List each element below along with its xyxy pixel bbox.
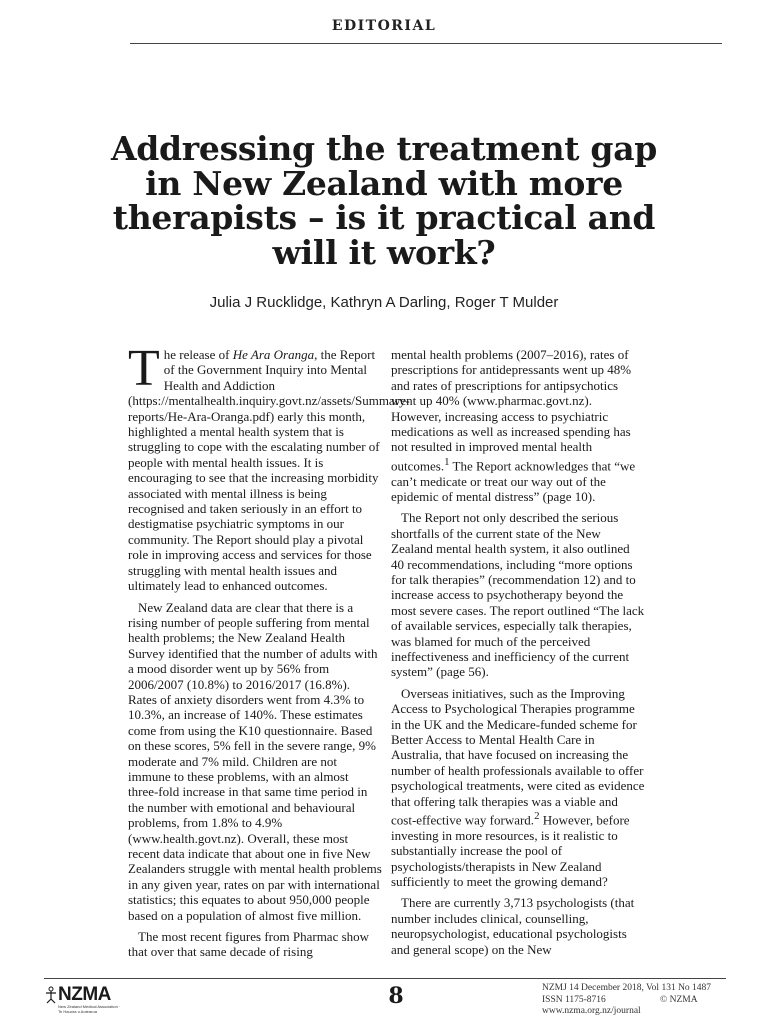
lead-text-start: he release of	[163, 347, 233, 362]
paragraph-prescriptions	[391, 347, 645, 504]
journal-url[interactable]: www.nzma.org.nz/journal	[542, 1006, 641, 1016]
footer-rule	[44, 978, 726, 979]
paragraph-psychologists: There are currently 3,713 psychologists (that number includes clinical, counselling, neuropsychologist, educational psychologists and general scope) on the New	[391, 895, 635, 957]
prescriptions-text-rest: The Report acknowledges that “we can’t medicate or treat our way out of the epidemic of mental distress” (page 10).	[391, 458, 636, 504]
drop-cap: T	[128, 340, 160, 397]
page-number: 8	[388, 983, 404, 1009]
copyright: © NZMA	[660, 994, 698, 1005]
paragraph-report: The Report not only described the serious shortfalls of the current state of the New Zealand mental health system, it also outlined 40 recommendations, including “more options for talk therapies” (recommendation 12) and to increase access to psychotherapy beyond the most severe cases. The report outlined “The lack of available services, especially talk therapies, was blamed for much of the perceived ineffectiveness and inefficiency of the current system” (page 56).	[391, 510, 645, 680]
column-right	[391, 347, 645, 963]
overseas-text-rest: However, before investing in more resources, is it realistic to substantially increase the pool of psychologists/therapists in New Zealand sufficiently to meet the growing demand?	[391, 812, 630, 890]
section-label: EDITORIAL	[331, 18, 437, 34]
journal-info	[542, 983, 732, 1018]
footnote-ref-2[interactable]: 2	[534, 810, 540, 823]
overseas-text: Overseas initiatives, such as the Improving Access to Psychological Therapies programme in the UK and the Medicare-funded scheme for Better Access to Mental Health Care in Australia, that have focused on increasing the number of health professionals available to offer psychological treatments, were cited as evidence that offering talk therapies was a viable and cost-effective way forward.	[391, 685, 645, 828]
header-rule	[130, 43, 722, 44]
journal-issue: NZMJ 14 December 2018, Vol 131 No 1487	[542, 983, 712, 993]
article-authors: Julia J Rucklidge, Kathryn A Darling, Roger T Mulder	[209, 294, 559, 311]
paragraph-nz-data: New Zealand data are clear that there is a rising number of people suffering from mental health problems; the New Zealand Health Survey identified that the number of adults with a mood disorder went up by 56% from 2006/2007 (10.8%) to 2016/2017 (16.8%). Rates of anxiety disorders went from 4.3% to 10.3%, an increase of 140%. These estimates come from using the K10 questionnaire. Based on these scores, 5% fell in the severe range, 9% moderate and 7% mild. Children are not immune to these problems, with an almost three-fold increase in that same time period in the number with emotional and behavioural problems, from 1.8% to 4.9% (www.health.govt.nz). Overall, these most recent data indicate that about one in five New Zealanders struggle with mental health problems in any given year, rates on par with international statistics; this equates to about 950,000 people based on a population of almost five million.	[128, 599, 382, 923]
column-left	[128, 340, 410, 966]
nzma-logo	[44, 984, 124, 1018]
lead-text-rest: , the Report of the Government Inquiry into Mental Health and Addiction (https://mentalhealth.inquiry.govt.nz/assets/Summary-reports/He-Ara-Oranga.pdf) early this month, highlighted a mental health system that is struggling to cope with the escalating number of people with mental health issues. It is encouraging to see that the increasing morbidity associated with mental illness is being recognised and taken seriously in an effort to destigmatise psychiatric symptoms in our community. The Report should play a pivotal role in improving access and services for those struggling with mental health issues and ultimately lead to enhanced outcomes.	[128, 347, 410, 594]
paragraph-overseas	[391, 686, 645, 890]
issn: ISSN 1175-8716	[542, 994, 606, 1005]
article-title: Addressing the treatment gap in New Zealand with more therapists – is it practical and will it work?	[110, 129, 658, 272]
issn-line	[542, 995, 732, 1007]
logo-wordmark: NZMA	[58, 984, 111, 1005]
footnote-ref-1[interactable]: 1	[444, 455, 450, 468]
lead-paragraph	[128, 340, 410, 594]
paragraph-pharmac: The most recent figures from Pharmac show that over that same decade of rising	[128, 929, 370, 960]
logo-subtext: New Zealand Medical Association · Te Hauora o Aotearoa	[58, 1004, 121, 1014]
nzma-figure-icon	[44, 986, 58, 1004]
prescriptions-text: mental health problems (2007–2016), rates of prescriptions for antidepressants went up 48% and rates of prescriptions for antipsychotics went up 40% (www.pharmac.govt.nz). However, increasing access to psychiatric medications as well as increased spending has not resulted in improved mental health outcomes.	[391, 347, 632, 474]
report-title-italic: He Ara Oranga	[232, 347, 315, 362]
